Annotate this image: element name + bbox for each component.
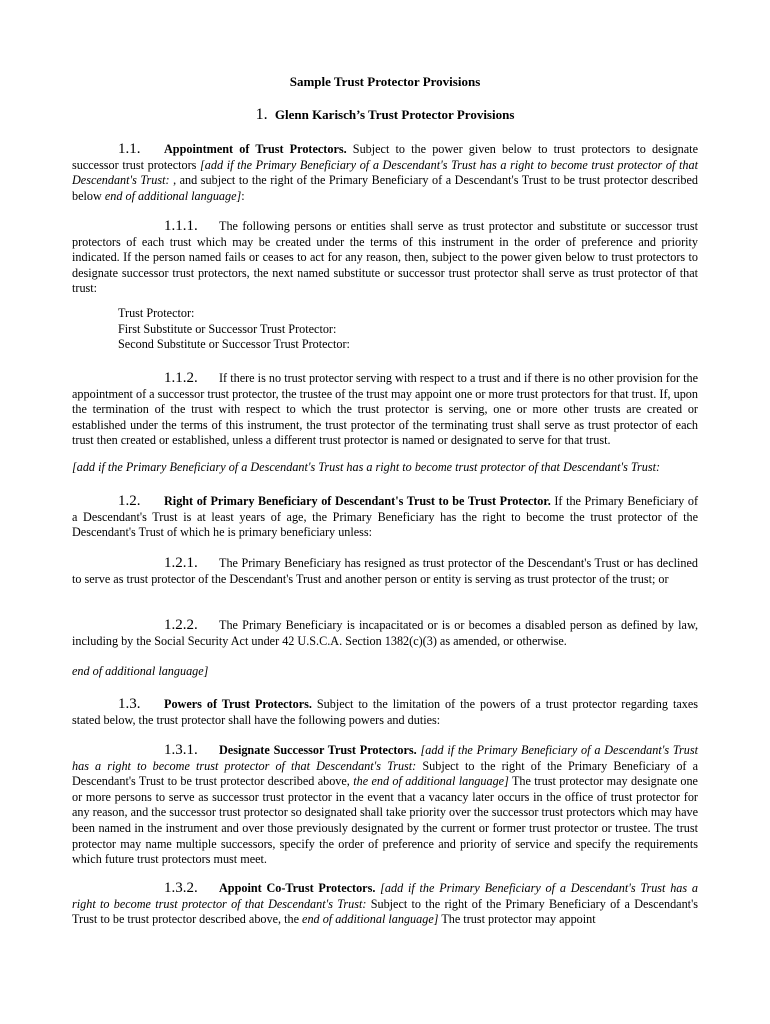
section-1-2-1-number: 1.2.1. [164, 555, 198, 571]
section-1-heading [72, 106, 698, 124]
section-1-1-italic-b: end of additional language] [104, 188, 242, 203]
section-1-1-number: 1.1. [118, 141, 141, 157]
section-1-3-2-heading: Appoint Co-Trust Protectors. [219, 881, 376, 895]
section-1-3-2-italic-b: end of additional language] [302, 912, 439, 927]
section-1-3-text: Subject to the limitation of the powers of a trust protector regarding taxes stated below, the trust protector shall have the following powers and duties: [72, 697, 698, 727]
section-1-3-1-heading: Designate Successor Trust Protectors. [219, 743, 417, 757]
section-1-1-text-c: : [241, 188, 245, 203]
section-1-1-2-number: 1.1.2. [164, 370, 198, 386]
section-1-1-1-text: The following persons or entities shall serve as trust protector and substitute or successor trust protectors of each trust which may be created under the terms of this instrument in the order of preference and priority indicated. If the person named fails or ceases to act for any reason, then, subject to the power given below to trust protectors to designate successor trust protectors, the next named substitute or successor trust protector shall serve as trust protector of that trust: [72, 219, 698, 296]
section-1-2-1-text: The Primary Beneficiary has resigned as trust protector of the Descendant's Trust or has declined to serve as trust protector of the Descendant's Trust and another person or entity is serving as trust protector of the trust; or [72, 556, 698, 586]
section-1-3-1-paragraph [72, 743, 698, 868]
section-1-2-heading: Right of Primary Beneficiary of Descendant's Trust to be Trust Protector. [164, 494, 551, 508]
section-1-3-1-italic-a: [add if the Primary Beneficiary of a Descendant's Trust has a right to become trust protector of that Descendant's Trust: [72, 743, 698, 773]
section-1-title: Glenn Karisch’s Trust Protector Provisions [274, 107, 515, 122]
section-1-3-1-text-a: Subject to the right of the Primary Beneficiary of a Descendant's Trust to be trust protector described above, [72, 758, 699, 789]
list-item: Second Substitute or Successor Trust Protector: [118, 337, 350, 352]
section-1-2-number: 1.2. [118, 493, 141, 509]
section-1-1-1-paragraph [72, 219, 698, 297]
section-1-number: 1. [255, 106, 268, 123]
trust-protector-list [118, 306, 350, 353]
section-1-3-paragraph [72, 697, 698, 728]
section-1-3-2-paragraph [72, 881, 698, 928]
section-1-2-2-paragraph [72, 618, 698, 649]
list-item: First Substitute or Successor Trust Protector: [118, 321, 337, 336]
section-1-3-2-number: 1.3.2. [164, 880, 198, 896]
document-title: Sample Trust Protector Provisions [289, 74, 481, 89]
section-1-2-text: If the Primary Beneficiary of a Descendant's Trust is at least years of age, the Primary Beneficiary has the right to become the trust protector of the Descendant's Trust of which he is primary beneficiary unless: [72, 494, 699, 540]
section-1-1-2-text: If there is no trust protector serving with respect to a trust and if there is no other provision for the appointment of a successor trust protector, the trustee of the trust may appoint one or more trust protectors for that trust. If, upon the termination of the trust with respect to which the trust protector is serving, one or more other trusts are created or established under the terms of this instrument, the trust protector of the terminating trust shall serve as trust protector of each trust then created or established, unless a different trust protector is named or designated to serve for that trust. [72, 371, 698, 448]
section-1-3-heading: Powers of Trust Protectors. [164, 697, 312, 711]
section-1-3-2-text-a: Subject to the right of the Primary Beneficiary of a Descendant's Trust to be trust protector described above, the [72, 896, 699, 927]
section-1-1-text-b: , and subject to the right of the Primary Beneficiary of a Descendant's Trust to be trust protector described below [72, 173, 699, 203]
section-1-1-1-number: 1.1.1. [164, 218, 198, 234]
section-1-3-number: 1.3. [118, 696, 141, 712]
section-1-3-2-text-b: The trust protector may appoint [441, 912, 596, 927]
section-1-1-2-paragraph [72, 371, 698, 449]
additional-language-note: [add if the Primary Beneficiary of a Descendant's Trust has a right to become trust protector of that Descendant's Trust: [72, 460, 661, 474]
section-1-1-paragraph [72, 142, 698, 204]
section-1-3-2-italic-a: [add if the Primary Beneficiary of a Descendant's Trust has a right to become trust protector of that Descendant's Trust: [72, 881, 699, 911]
end-additional-language-note: end of additional language] [72, 664, 209, 678]
list-item: Trust Protector: [118, 306, 195, 320]
section-1-1-italic-a: [add if the Primary Beneficiary of a Descendant's Trust has a right to become trust protector of that Descendant's Trust: [72, 157, 699, 188]
section-1-3-1-text-b: The trust protector may designate one or more persons to serve as successor trust protector in the event that a vacancy later occurs in the office of trust protector for any reason, and the successor trust protector so designated shall take priority over the successor trust protectors which may have been named in the instrument and over those previously designated by the current or former trust protector or trustee. The trust protector may name multiple successors, specify the order of preference and priority of service and specify the requirements which future trust protectors must meet. [72, 774, 698, 867]
section-1-2-2-number: 1.2.2. [164, 617, 198, 633]
section-1-2-2-text: The Primary Beneficiary is incapacitated or is or becomes a disabled person as defined by law, including by the Social Security Act under 42 U.S.C.A. Section 1382(c)(3) as amended, or otherwise. [72, 618, 698, 648]
section-1-3-1-number: 1.3.1. [164, 742, 198, 758]
section-1-2-paragraph [72, 494, 698, 541]
section-1-3-1-italic-b: the end of additional language] [353, 774, 509, 789]
section-1-1-text-a: Subject to the power given below to trust protectors to designate successor trust protectors [72, 142, 698, 172]
section-1-2-1-paragraph [72, 556, 698, 587]
section-1-1-heading: Appointment of Trust Protectors. [164, 142, 347, 156]
